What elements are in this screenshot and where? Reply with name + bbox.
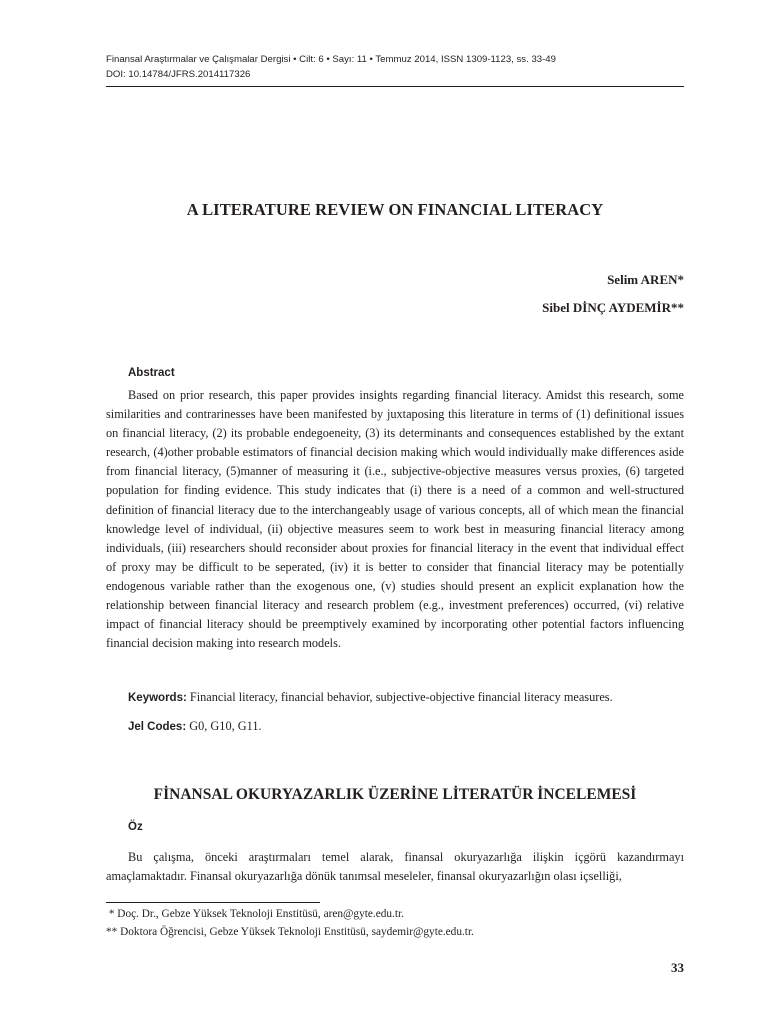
- page-number: 33: [671, 960, 684, 975]
- abstract-text: Based on prior research, this paper provides insights regarding financial literacy. Amidst this research, some similarities and contrarinesses have been manifested by juxtaposing this literature in terms of (1) definitional issues on financial literacy, (2) its probable endegoeneity, (3) its determinants and consequences established by the extant research, (4)other probable estimators of financial decision making which would individually make differences aside from financial literacy, (5)manner of measuring it (i.e., subjective-objective measures versus proxies, (6) targeted population for finding evidence. This study indicates that (i) there is a need of a common and well-structured definition of financial literacy due to the interchangeably usage of various concepts, all of which mean the financial knowledge level of individual, (ii) objective measures seem to work best in measuring financial literacy among individuals, (iii) researchers should reconsider about proxies for financial literacy in the event that individual effect of proxy may be difficult to be seperated, (iv) it is better to consider that financial literacy may be potentially endogenous variable rather than the exogenous one, (v) studies should present an explicit explanation how the relationship between financial literacy and research problem (e.g., investment preferences) occurred, (vi) relative impact of financial literacy should be preemptively examined by incorporating other potential factors influencing financial decision making into research models.: [106, 388, 684, 651]
- header-divider: [106, 86, 684, 87]
- jel-codes-label: Jel Codes:: [128, 721, 187, 733]
- journal-header: [106, 52, 684, 82]
- abstract-heading: Abstract: [128, 367, 175, 379]
- keywords-line: [128, 690, 613, 705]
- doi-line: DOI: 10.14784/JFRS.2014117326: [106, 69, 251, 80]
- jel-codes-line: [128, 719, 262, 734]
- journal-citation-line: Finansal Araştırmalar ve Çalışmalar Dergisi • Cilt: 6 • Sayı: 11 • Temmuz 2014, ISSN 1309-1123, ss. 33-49: [106, 54, 556, 65]
- footnote-2: ** Doktora Öğrencisi, Gebze Yüksek Teknoloji Enstitüsü, saydemir@gyte.edu.tr.: [106, 926, 474, 938]
- keywords-label: Keywords:: [128, 692, 187, 704]
- jel-codes-text: G0, G10, G11.: [189, 719, 262, 733]
- keywords-text: Financial literacy, financial behavior, subjective-objective financial literacy measures.: [189, 690, 613, 704]
- author-1: Selim AREN*: [607, 272, 684, 287]
- oz-heading: Öz: [128, 821, 143, 833]
- oz-text: Bu çalışma, önceki araştırmaları temel alarak, finansal okuryazarlığa ilişkin içgörü kazandırmayı amaçlamaktadır. Finansal okuryazarlığa dönük tanımsal meseleler, finansal okuryazarlığın olası içselliği,: [106, 850, 684, 884]
- footnote-divider: [106, 902, 320, 903]
- author-2: Sibel DİNÇ AYDEMİR**: [542, 300, 684, 315]
- paper-title: A LITERATURE REVIEW ON FINANCIAL LITERACY: [186, 200, 604, 219]
- turkish-title: FİNANSAL OKURYAZARLIK ÜZERİNE LİTERATÜR İNCELEMESİ: [153, 786, 637, 803]
- footnote-1: * Doç. Dr., Gebze Yüksek Teknoloji Enstitüsü, aren@gyte.edu.tr.: [106, 908, 404, 920]
